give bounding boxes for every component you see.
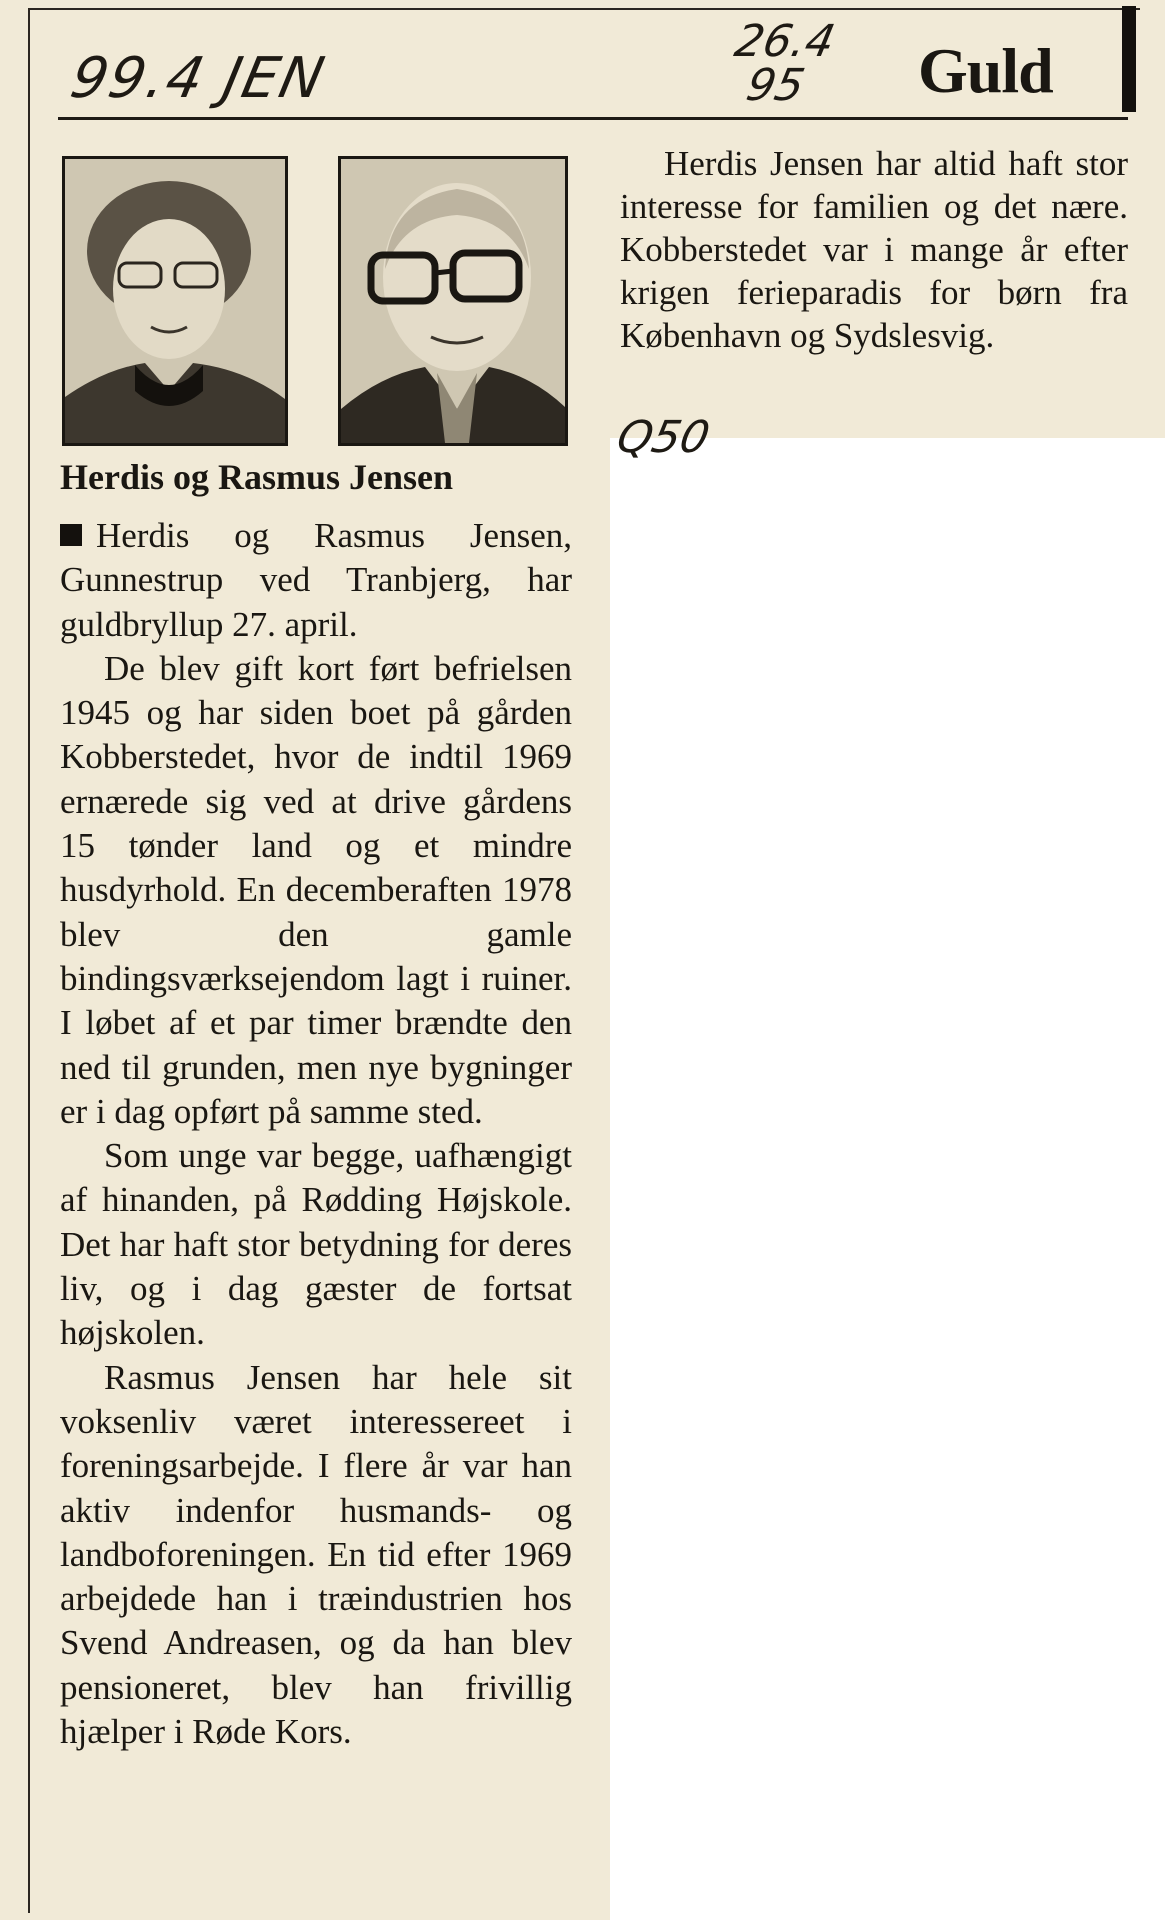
- paragraph: Herdis Jensen har altid haft stor interesse for familien og det nære. Kobberstedet var i mange år efter krigen ferieparadis for børn fra København og Sydslesvig.: [620, 144, 1128, 355]
- left-border: [28, 8, 30, 1913]
- handwritten-date: 26.4 95: [730, 16, 840, 111]
- lead-text: Herdis og Rasmus Jensen, Gunnestrup ved Tranbjerg, har guldbryllup 27. april.: [60, 516, 572, 644]
- paragraph: De blev gift kort ført befrielsen 1945 og har siden boet på gården Kobberstedet, hvor de indtil 1969 ernærede sig ved at drive gårdens 15 tønder land og et mindre husdyrhold. En decemberaften 1978 blev den gamle bindingsværksejendom lagt i ruiner. I løbet af et par timer brændte den ned til grunden, men nye bygninger er i dag opført på samme sted.: [60, 648, 572, 1131]
- top-border: [28, 8, 1140, 10]
- bullet-square-icon: [60, 524, 82, 546]
- woman-portrait-icon: [62, 156, 288, 446]
- header-rule: [58, 117, 1128, 120]
- article-body: [60, 514, 572, 1754]
- man-portrait-icon: [338, 156, 568, 446]
- photo-caption: Herdis og Rasmus Jensen: [60, 457, 454, 497]
- paragraph: Rasmus Jensen har hele sit voksenliv været interessereet i foreningsarbejde. I flere år var han aktiv indenfor husmands- og landboforeningen. En tid efter 1969 arbejdede han i træindustrien hos Svend Andreasen, og da han blev pensioneret, blev han frivillig hjælper i Røde Kors.: [60, 1357, 572, 1752]
- handwritten-archive-code: 99.4 JEN: [65, 46, 332, 111]
- section-label: Guld: [918, 35, 1053, 106]
- lead-paragraph: [60, 514, 572, 647]
- article-body-continued: [620, 142, 1128, 357]
- handwritten-mark: Q50: [612, 412, 715, 463]
- section-marker-bar: [1122, 6, 1136, 112]
- paragraph: Som unge var begge, uafhængigt af hinanden, på Rødding Højskole. Det har haft stor betydning for deres liv, og i dag gæster de fortsat højskolen.: [60, 1136, 572, 1353]
